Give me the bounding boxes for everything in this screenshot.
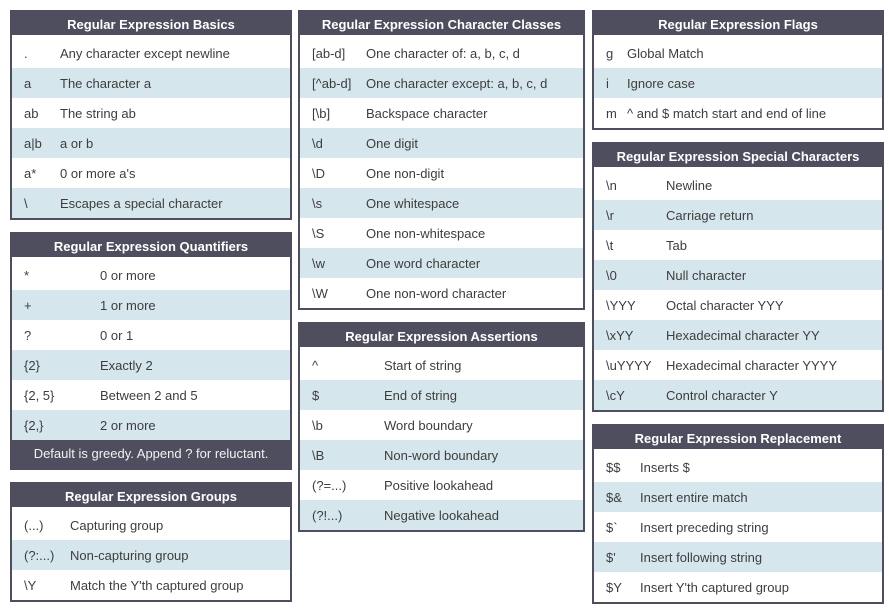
code-cell: \uYYYY <box>606 357 652 373</box>
code-cell: (?=...) <box>312 477 347 493</box>
table-row <box>594 572 882 602</box>
desc-cell: Inserts $ <box>640 459 690 475</box>
code-cell: [ab-d] <box>312 45 346 61</box>
code-cell: \YYY <box>606 297 636 313</box>
desc-cell: The character a <box>60 75 152 91</box>
code-cell: a* <box>24 165 37 181</box>
table-title: Regular Expression Quantifiers <box>12 234 290 260</box>
table-row <box>12 570 290 600</box>
code-cell: \d <box>312 135 323 151</box>
code-cell: ab <box>24 105 39 121</box>
desc-cell: Capturing group <box>70 517 164 533</box>
table-row <box>12 510 290 540</box>
table-rows <box>300 350 583 530</box>
desc-cell: Exactly 2 <box>100 357 153 373</box>
table-row <box>594 542 882 572</box>
table-row <box>12 128 290 158</box>
table-row <box>300 410 583 440</box>
column-left <box>10 10 292 614</box>
desc-cell: Control character Y <box>666 387 778 403</box>
desc-cell: End of string <box>384 387 457 403</box>
table-title: Regular Expression Assertions <box>300 324 583 350</box>
desc-cell: Insert following string <box>640 549 763 565</box>
desc-cell: Octal character YYY <box>666 297 784 313</box>
code-cell: i <box>606 75 609 91</box>
desc-cell: One digit <box>366 135 419 151</box>
table-row <box>594 290 882 320</box>
code-cell: $$ <box>606 459 621 475</box>
desc-cell: Global Match <box>627 45 704 61</box>
code-cell: [\b] <box>312 105 331 121</box>
desc-cell: One word character <box>366 255 481 271</box>
code-cell: (?!...) <box>312 507 343 523</box>
table-row <box>594 200 882 230</box>
desc-cell: Insert preceding string <box>640 519 769 535</box>
table-row <box>300 218 583 248</box>
code-cell: $' <box>606 549 616 565</box>
code-cell: (...) <box>24 517 44 533</box>
code-cell: \Y <box>24 577 37 593</box>
table-character-classes <box>298 10 585 310</box>
desc-cell: Insert Y'th captured group <box>640 579 789 595</box>
column-middle <box>298 10 585 544</box>
desc-cell: 2 or more <box>100 417 156 433</box>
table-rows <box>594 170 882 410</box>
desc-cell: Any character except newline <box>60 45 230 61</box>
desc-cell: 0 or more a's <box>60 165 136 181</box>
table-rows <box>300 38 583 308</box>
code-cell: \D <box>312 165 325 181</box>
code-cell: m <box>606 105 617 121</box>
code-cell: \b <box>312 417 323 433</box>
table-row <box>300 500 583 530</box>
table-rows <box>12 510 290 600</box>
code-cell: \xYY <box>606 327 634 343</box>
desc-cell: One non-whitespace <box>366 225 486 241</box>
table-rows <box>12 260 290 440</box>
table-flags <box>592 10 884 130</box>
desc-cell: One non-word character <box>366 285 507 301</box>
table-row <box>12 188 290 218</box>
table-row <box>594 38 882 68</box>
code-cell: \cY <box>606 387 625 403</box>
desc-cell: One whitespace <box>366 195 460 211</box>
desc-cell: Match the Y'th captured group <box>70 577 244 593</box>
desc-cell: a or b <box>60 135 94 151</box>
table-row <box>12 320 290 350</box>
code-cell: {2,} <box>24 417 44 433</box>
code-cell: \w <box>312 255 325 271</box>
code-cell: \W <box>312 285 328 301</box>
desc-cell: Word boundary <box>384 417 473 433</box>
code-cell: \s <box>312 195 323 211</box>
table-note: Default is greedy. Append ? for reluctant. <box>12 440 290 468</box>
table-row <box>300 248 583 278</box>
table-row <box>12 98 290 128</box>
table-row <box>300 188 583 218</box>
table-row <box>300 440 583 470</box>
table-rows <box>594 38 882 128</box>
table-title: Regular Expression Replacement <box>594 426 882 452</box>
table-row <box>12 410 290 440</box>
table-special-characters <box>592 142 884 412</box>
table-row <box>12 158 290 188</box>
table-basics <box>10 10 292 220</box>
desc-cell: Hexadecimal character YYYY <box>666 357 838 373</box>
table-replacement <box>592 424 884 604</box>
table-row <box>300 38 583 68</box>
table-row <box>594 320 882 350</box>
table-assertions <box>298 322 585 532</box>
table-quantifiers <box>10 232 292 470</box>
table-row <box>300 68 583 98</box>
desc-cell: Carriage return <box>666 207 754 223</box>
code-cell: a <box>24 75 32 91</box>
table-row <box>594 98 882 128</box>
table-row <box>300 158 583 188</box>
table-row <box>12 380 290 410</box>
table-groups <box>10 482 292 602</box>
table-row <box>594 512 882 542</box>
desc-cell: ^ and $ match start and end of line <box>627 105 827 121</box>
desc-cell: Ignore case <box>627 75 695 91</box>
table-title: Regular Expression Character Classes <box>300 12 583 38</box>
code-cell: g <box>606 45 614 61</box>
table-rows <box>12 38 290 218</box>
code-cell: \t <box>606 237 614 253</box>
code-cell: {2} <box>24 357 40 373</box>
code-cell: $& <box>606 489 622 505</box>
code-cell: \n <box>606 177 617 193</box>
desc-cell: Non-capturing group <box>70 547 189 563</box>
table-row <box>300 98 583 128</box>
table-row <box>594 452 882 482</box>
desc-cell: The string ab <box>60 105 136 121</box>
table-row <box>594 380 882 410</box>
code-cell: \S <box>312 225 325 241</box>
table-row <box>300 128 583 158</box>
code-cell: $ <box>312 387 320 403</box>
desc-cell: Tab <box>666 237 687 253</box>
code-cell: \ <box>24 195 28 211</box>
code-cell: * <box>24 267 30 283</box>
desc-cell: Null character <box>666 267 747 283</box>
desc-cell: Newline <box>666 177 713 193</box>
table-row <box>594 482 882 512</box>
desc-cell: Insert entire match <box>640 489 748 505</box>
table-row <box>594 230 882 260</box>
code-cell: {2, 5} <box>24 387 55 403</box>
table-title: Regular Expression Basics <box>12 12 290 38</box>
code-cell: \r <box>606 207 614 223</box>
table-row <box>12 68 290 98</box>
desc-cell: One character except: a, b, c, d <box>366 75 548 91</box>
desc-cell: Escapes a special character <box>60 195 223 211</box>
table-row <box>300 278 583 308</box>
desc-cell: One character of: a, b, c, d <box>366 45 520 61</box>
code-cell: . <box>24 45 28 61</box>
desc-cell: Hexadecimal character YY <box>666 327 820 343</box>
table-title: Regular Expression Flags <box>594 12 882 38</box>
code-cell: (?:...) <box>24 547 55 563</box>
table-row <box>594 68 882 98</box>
desc-cell: Start of string <box>384 357 462 373</box>
table-row <box>300 350 583 380</box>
table-row <box>12 38 290 68</box>
desc-cell: One non-digit <box>366 165 445 181</box>
code-cell: ? <box>24 327 32 343</box>
desc-cell: 0 or more <box>100 267 156 283</box>
code-cell: $Y <box>606 579 622 595</box>
desc-cell: Backspace character <box>366 105 488 121</box>
code-cell: [^ab-d] <box>312 75 352 91</box>
column-right <box>592 10 884 616</box>
table-row <box>300 470 583 500</box>
desc-cell: 1 or more <box>100 297 156 313</box>
table-title: Regular Expression Special Characters <box>594 144 882 170</box>
table-row <box>300 380 583 410</box>
table-row <box>12 350 290 380</box>
code-cell: \0 <box>606 267 617 283</box>
table-row <box>594 170 882 200</box>
code-cell: + <box>24 297 32 313</box>
code-cell: ^ <box>312 357 319 373</box>
code-cell: a|b <box>24 135 42 151</box>
table-row <box>12 260 290 290</box>
code-cell: $` <box>606 519 618 535</box>
table-title: Regular Expression Groups <box>12 484 290 510</box>
code-cell: \B <box>312 447 325 463</box>
desc-cell: Negative lookahead <box>384 507 499 523</box>
table-row <box>12 540 290 570</box>
table-row <box>594 260 882 290</box>
table-rows <box>594 452 882 602</box>
desc-cell: Non-word boundary <box>384 447 499 463</box>
table-row <box>12 290 290 320</box>
desc-cell: Between 2 and 5 <box>100 387 198 403</box>
desc-cell: 0 or 1 <box>100 327 134 343</box>
desc-cell: Positive lookahead <box>384 477 494 493</box>
table-row <box>594 350 882 380</box>
